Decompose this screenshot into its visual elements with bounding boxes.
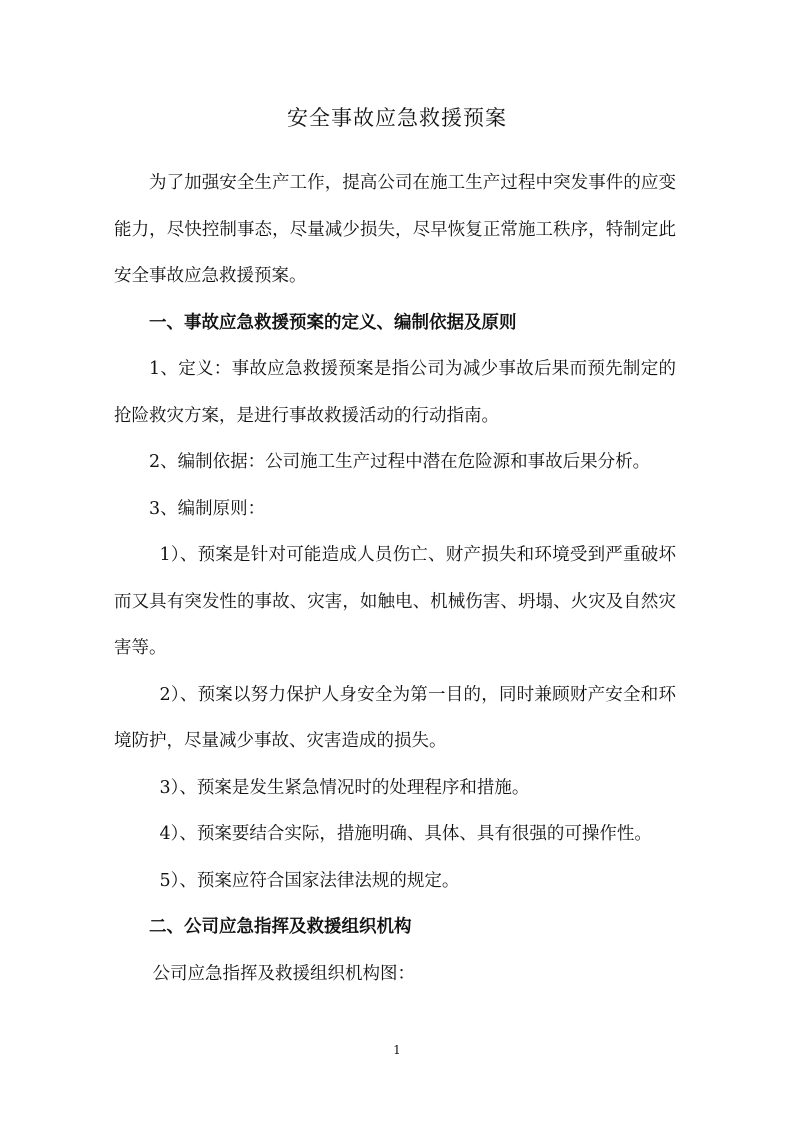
document-body — [114, 160, 676, 997]
document-title: 安全事故应急救援预案 — [287, 106, 507, 130]
principles-heading: 3、编制原则： — [149, 498, 266, 519]
principle-item-2: 2）、预案以努力保护人身安全为第一目的，同时兼顾财产安全和环境防护，尽量减少事故、灾害造成的损失。 — [114, 684, 676, 751]
intro-paragraph: 为了加强安全生产工作，提高公司在施工生产过程中突发事件的应变能力，尽快控制事态，尽量减少损失，尽早恢复正常施工秩序，特制定此安全事故应急救援预案。 — [114, 173, 676, 286]
page-number: 1 — [393, 1043, 401, 1057]
org-chart-caption: 公司应急指挥及救援组织机构图： — [152, 963, 415, 984]
definition-paragraph: 1、定义：事故应急救援预案是指公司为减少事故后果而预先制定的抢险救灾方案，是进行事故救援活动的行动指南。 — [114, 359, 676, 426]
principle-item-5: 5）、预案应符合国家法律法规的规定。 — [159, 870, 460, 891]
section-heading-2: 二、公司应急指挥及救援组织机构 — [149, 917, 412, 937]
principle-item-4: 4）、预案要结合实际，措施明确、具体、具有很强的可操作性。 — [159, 824, 652, 844]
basis-paragraph: 2、编制依据：公司施工生产过程中潜在危险源和事故后果分析。 — [149, 452, 651, 472]
principle-item-1: 1）、预案是针对可能造成人员伤亡、财产损失和环境受到严重破坏而又具有突发性的事故、灾害，如触电、机械伤害、坍塌、火灾及自然灾害等。 — [114, 545, 676, 658]
principle-item-3: 3）、预案是发生紧急情况时的处理程序和措施。 — [159, 777, 530, 798]
section-heading-1: 一、事故应急救援预案的定义、编制依据及原则 — [149, 312, 517, 333]
